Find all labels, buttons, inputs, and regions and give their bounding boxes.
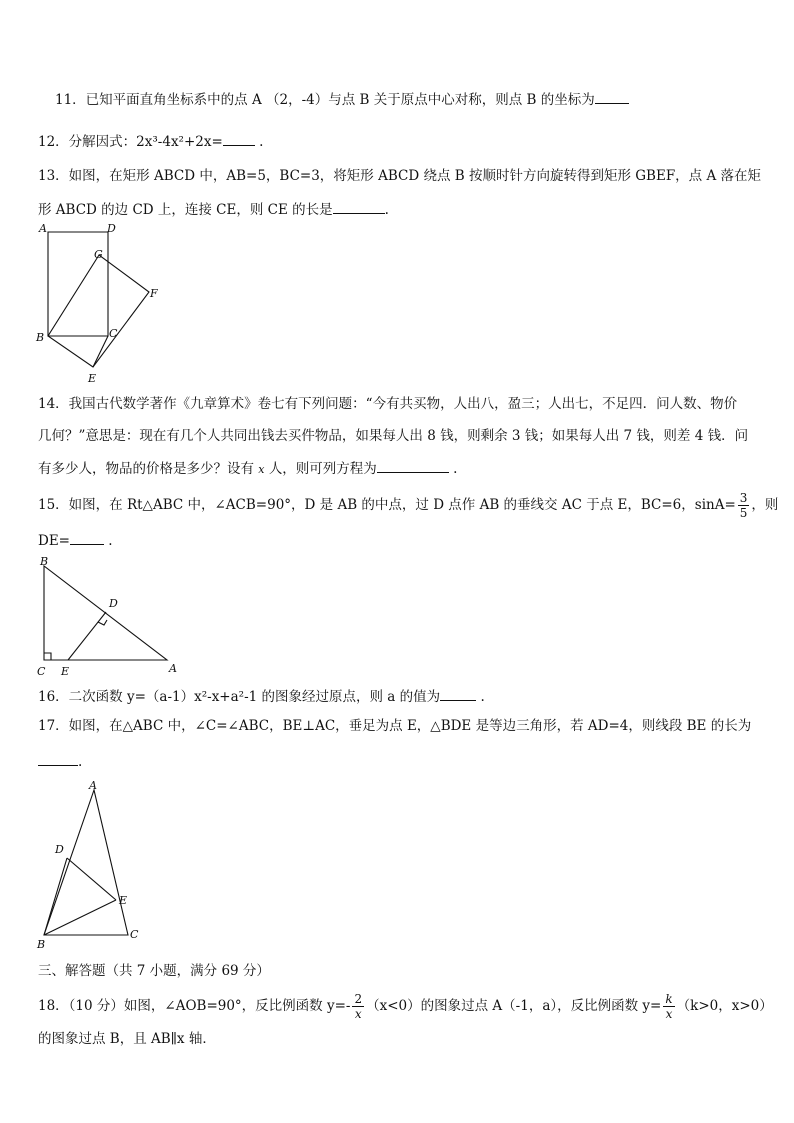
fraction-numerator: 3 xyxy=(739,491,748,505)
label-e: E xyxy=(88,372,97,385)
label-c: C xyxy=(37,665,46,678)
answer-blank xyxy=(377,458,449,473)
label-d: D xyxy=(107,222,116,235)
label-a: A xyxy=(89,779,97,792)
segment-de xyxy=(67,858,116,900)
question-14-line-3 xyxy=(38,458,457,479)
variable-x: x xyxy=(258,463,265,476)
question-18-text-1: 18．（10 分）如图，∠AOB=90°，反比例函数 y=- xyxy=(38,998,351,1014)
label-d: D xyxy=(109,597,118,610)
label-a: A xyxy=(39,222,47,235)
question-12 xyxy=(38,131,263,151)
right-angle-mark-c xyxy=(44,653,51,660)
figure-rectangle-rotation xyxy=(30,220,170,386)
fraction-minus-2-over-x xyxy=(352,992,364,1021)
fraction-k-over-x xyxy=(663,992,674,1021)
answer-blank xyxy=(440,686,476,701)
figure-triangle-bde xyxy=(30,776,150,952)
question-18-text-2: （x<0）的图象过点 A（-1，a），反比例函数 y= xyxy=(366,998,662,1014)
fraction-numerator: k xyxy=(665,992,673,1006)
question-17-line-1: 17．如图，在△ABC 中，∠C=∠ABC，BE⊥AC，垂足为点 E，△BDE 是等边三角形，若 AD=4，则线段 BE 的长为 xyxy=(38,718,752,734)
question-17-line-2 xyxy=(38,751,82,771)
question-11-text: 11．已知平面直角坐标系中的点 A （2，-4）与点 B 关于原点中心对称，则点 B 的坐标为 xyxy=(55,92,595,108)
question-15-text: 15．如图，在 Rt△ABC 中，∠ACB=90°，D 是 AB 的中点，过 D 点作 AB 的垂线交 AC 于点 E，BC=6，sinA= xyxy=(38,497,736,513)
label-d: D xyxy=(55,843,64,856)
label-e: E xyxy=(61,665,70,678)
label-c: C xyxy=(130,928,139,941)
question-18-line-1 xyxy=(38,992,773,1021)
question-15-text-end: ，则 xyxy=(751,497,779,513)
question-13-text: 形 ABCD 的边 CD 上，连接 CE，则 CE 的长是 xyxy=(38,202,333,218)
answer-blank xyxy=(70,530,104,545)
label-b: B xyxy=(37,938,46,951)
label-c: C xyxy=(109,327,118,340)
question-15-line-2 xyxy=(38,530,113,550)
label-a: A xyxy=(169,662,177,675)
question-18-text-3: （k>0，x>0） xyxy=(676,998,773,1014)
answer-blank xyxy=(333,199,385,214)
triangle-abc xyxy=(44,790,128,935)
label-e: E xyxy=(119,894,128,907)
label-b: B xyxy=(40,555,49,568)
fraction-denominator: x xyxy=(665,1007,673,1021)
question-11 xyxy=(55,89,629,109)
segment-ce xyxy=(93,336,108,367)
question-15-line-1 xyxy=(38,491,778,520)
label-f: F xyxy=(150,287,158,300)
fraction-numerator: 2 xyxy=(354,992,363,1006)
question-16 xyxy=(38,686,485,706)
question-16-end: . xyxy=(480,689,485,705)
question-15-de: DE= xyxy=(38,533,70,549)
fraction-denominator: 5 xyxy=(739,506,748,520)
question-14-line-2: 几何？”意思是：现在有几个人共同出钱去买件物品，如果每人出 8 钱，则剩余 3 钱；如果每人出 7 钱，则差 4 钱．问 xyxy=(38,428,749,444)
question-13-line-1: 13．如图，在矩形 ABCD 中，AB=5，BC=3，将矩形 ABCD 绕点 B 按顺时针方向旋转得到矩形 GBEF，点 A 落在矩 xyxy=(38,168,762,184)
segment-bd xyxy=(44,858,67,935)
fraction-three-fifths xyxy=(738,491,750,520)
question-13-end: . xyxy=(384,202,389,218)
question-12-end: . xyxy=(259,134,264,150)
question-14-end: . xyxy=(453,461,458,477)
label-g: G xyxy=(94,248,103,261)
section-heading: 三、解答题（共 7 小题，满分 69 分） xyxy=(38,963,270,979)
question-17-end: . xyxy=(78,754,83,770)
question-18-line-2: 的图象过点 B，且 AB∥x 轴． xyxy=(38,1031,216,1047)
answer-blank xyxy=(223,131,255,146)
question-16-text: 16．二次函数 y=（a-1）x²-x+a²-1 的图象经过原点，则 a 的值为 xyxy=(38,689,441,705)
question-14-text: 有多少人，物品的价格是多少？设有 xyxy=(38,461,254,477)
question-15-end: . xyxy=(108,533,113,549)
fraction-denominator: x xyxy=(354,1007,362,1021)
label-b: B xyxy=(36,331,45,344)
figure-right-triangle xyxy=(30,552,190,680)
question-14-line-1: 14．我国古代数学著作《九章算术》卷七有下列问题：“今有共买物，人出八，盈三；人出七，不足四．问人数、物价 xyxy=(38,396,738,412)
segment-de xyxy=(68,612,106,660)
question-12-text: 12．分解因式：2x³-4x²+2x= xyxy=(38,134,223,150)
answer-blank xyxy=(38,751,78,766)
question-13-line-2 xyxy=(38,199,389,219)
rectangle-gbef xyxy=(48,255,149,367)
answer-blank xyxy=(595,89,629,104)
question-14-text-2: 人，则可列方程为 xyxy=(268,461,377,477)
